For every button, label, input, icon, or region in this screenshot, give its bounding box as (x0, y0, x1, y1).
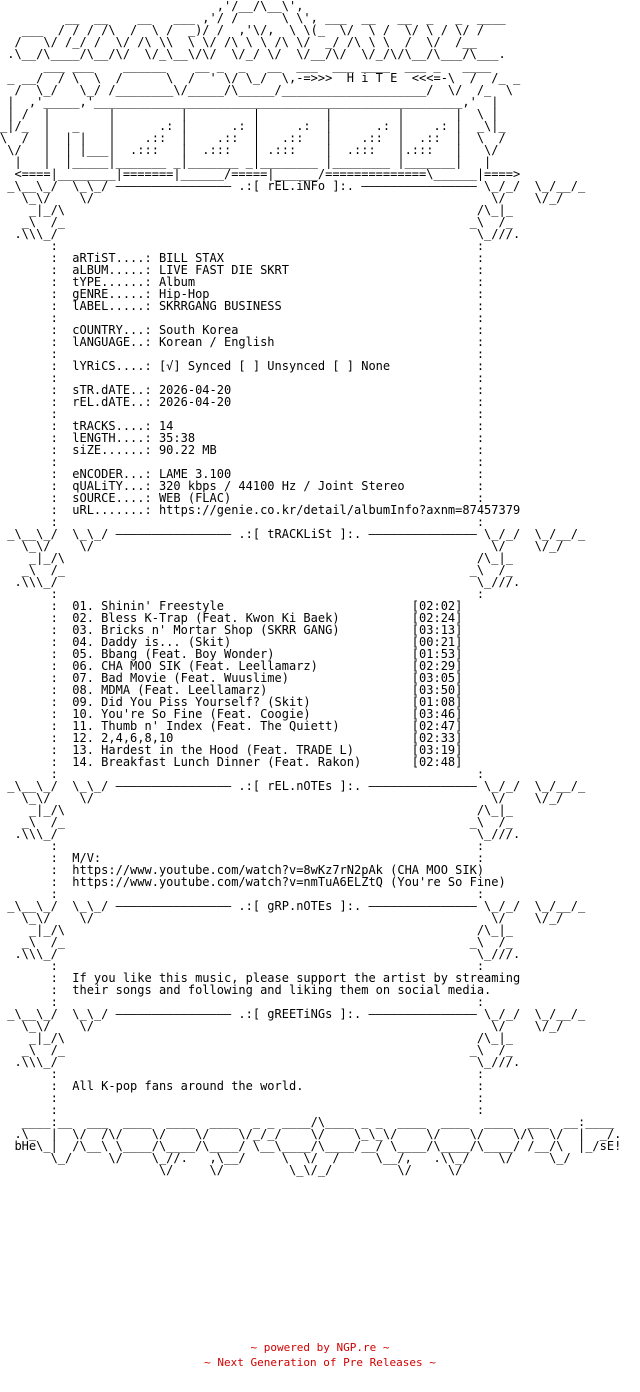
nfo-line: \ / | | | | .:: | .:: | .:: | .:: | .:: | \ / (0, 131, 506, 145)
nfo-line: .\__/\____/\__/\/ \/_\__\/\/ \/_/ \/ \/__/\/ \/_/\/\__/\___/\___. (0, 47, 506, 61)
nfo-line: .\\\_/ \_///. (0, 947, 521, 961)
nfo-line: \/ | | |___| .::: | .::: | .::: | .::: |.::: | \/ (0, 143, 499, 157)
nfo-line: : https://www.youtube.com/watch?v=nmTuA6ELZtQ (You're So Fine) (0, 875, 506, 889)
nfo-line: ,'/__/\__\', (0, 0, 304, 13)
footer-powered-by: ~ powered by NGP.re ~ (250, 1341, 390, 1354)
nfo-line: .\_ | \/ /\/ \/ \/ \/_/_/ \/ \_\_\/ \/ \/ \/\ \/ | _/. (0, 1127, 622, 1141)
nfo-line: : : (0, 347, 485, 361)
nfo-line: _\ /_ _\ /_ (0, 1043, 513, 1057)
nfo-line: : : (0, 959, 485, 973)
nfo-line: : eNCODER...: LAME 3.100 : (0, 467, 485, 481)
nfo-line: _|_/\ /\_|_ (0, 551, 513, 565)
nfo-line: : tYPE......: Album : (0, 275, 485, 289)
nfo-line: : sOURCE....: WEB (FLAC) : (0, 491, 485, 505)
nfo-line: : : (0, 311, 485, 325)
nfo-line: bHe\_| /\__\ \____/\____/\____/ \__\____/\____/__/ \____/\____/\____/ /__/\ |_/sE! (0, 1139, 622, 1153)
nfo-line: _\__\_/ \_\_/ ———————————————— .:[ tRACKLiSt ]:. ——————————————— \_/_/ \_/__/_ (0, 527, 586, 541)
nfo-line: : : (0, 407, 485, 421)
nfo-line: _\ /_ _\ /_ (0, 563, 513, 577)
nfo-line: : 13. Hardest in the Hood (Feat. TRADE L) [03:19] (0, 743, 463, 757)
nfo-line: : 09. Did You Piss Yourself? (Skit) [01:08] (0, 695, 463, 709)
nfo-line: : : (0, 1103, 485, 1117)
nfo-line: .\\\_/ \_///. (0, 575, 521, 589)
nfo-line: : 12. 2,4,6,8,10 [02:33] (0, 731, 463, 745)
nfo-line: : : (0, 887, 485, 901)
nfo-line: : cOUNTRY...: South Korea : (0, 323, 485, 337)
nfo-line: ___ / / / /\ / \ / _)/ / ,'\/, \ \(_ \/ \ / \/ \ / \/ / (0, 23, 485, 37)
nfo-line: .\\\_/ \_///. (0, 827, 521, 841)
nfo-line: : rEL.dATE..: 2026-04-20 : (0, 395, 485, 409)
nfo-line: .\\\_/ \_///. (0, 1055, 521, 1069)
nfo-line: <====|________|=======|______/=====|______/==============\______|====> (0, 167, 521, 181)
nfo-line: __ __ __ ___ ,'/ / \ \', ___ __ __ _ _ ____ (0, 11, 506, 25)
nfo-line: : uRL.......: https://genie.co.kr/detail/albumInfo?axnm=87457379 (0, 503, 521, 517)
nfo-line: : aRTiST....: BILL STAX : (0, 251, 485, 265)
nfo-line: \_\/ \/ \/ \/_/ (0, 791, 564, 805)
footer (0, 1340, 640, 1370)
nfo-line: _\__\_/ \_\_/ ———————————————— .:[ gRP.nOTEs ]:. ——————————————— \_/_/ \_/__/_ (0, 899, 586, 913)
nfo-line: _ __/ / \ \ / \ / ' \/ \_/ \,-=>>> H i T E <<<=-\ / /_ _ (0, 71, 521, 85)
nfo-line: : siZE......: 90.22 MB : (0, 443, 485, 457)
nfo-line: : : (0, 371, 485, 385)
nfo-line: : 01. Shinin' Freestyle [02:02] (0, 599, 463, 613)
nfo-line: : https://www.youtube.com/watch?v=8wKz7rN2pAk (CHA MOO SIK) (0, 863, 485, 877)
nfo-line: : : (0, 455, 485, 469)
nfo-line: ___ ___ ______ __ _ _ __ ___ ___ ____ ___ _ ____ (0, 59, 492, 73)
nfo-line: _|_/\ /\_|_ (0, 203, 513, 217)
nfo-line: : 08. MDMA (Feat. Leellamarz) [03:50] (0, 683, 463, 697)
nfo-line: _\ /_ _\ /_ (0, 815, 513, 829)
nfo-line: \_\/ \/ \/ \/_/ (0, 911, 564, 925)
nfo-line: \_\/ \/ \/ \/_/ (0, 539, 564, 553)
nfo-line: : 11. Thumb n' Index (Feat. The Quiett) [02:47] (0, 719, 463, 733)
nfo-line: : M/V: : (0, 851, 485, 865)
nfo-line: : : (0, 1091, 485, 1105)
nfo-line: : If you like this music, please support the artist by streaming (0, 971, 521, 985)
nfo-line: _|_/\ /\_|_ (0, 1031, 513, 1045)
nfo-line: : qUALiTY...: 320 kbps / 44100 Hz / Joint Stereo : (0, 479, 485, 493)
nfo-line: _\__\_/ \_\_/ ———————————————— .:[ gREETiNGs ]:. ——————————————— \_/_/ \_/__/_ (0, 1007, 586, 1021)
nfo-line: : aLBUM.....: LIVE FAST DIE SKRT : (0, 263, 485, 277)
nfo-line: | | |_____|_______ _|_______ _|________ |________ |_______| | (0, 155, 492, 169)
nfo-line: / \_/ \_/ /________\/_____/\_____/____________________/ \/ /_ \ (0, 83, 513, 97)
nfo-line: \_\/ \/ \/ \/_/ (0, 191, 564, 205)
nfo-line: : 02. Bless K-Trap (Feat. Kwon Ki Baek) [02:24] (0, 611, 463, 625)
nfo-line: _|/_ | _ | .: | .: | .: | .: | .: | _\|_ (0, 119, 506, 133)
nfo-line: / \/ /_/ / \/ /\ \\ \ \/ /\ \ \ /\ \/ _/ /\ \ \ / \/ /__ (0, 35, 477, 49)
nfo-line: : 10. You're So Fine (Feat. Coogie) [03:46] (0, 707, 463, 721)
nfo-line: \_/ \/ \_//. ,\__/ \ \/ / \__/, .\\_/ \/ \_/ (0, 1151, 571, 1165)
nfo-line: : 06. CHA MOO SIK (Feat. Leellamarz) [02:29] (0, 659, 463, 673)
nfo-line: : tRACKS....: 14 : (0, 419, 485, 433)
nfo-line: : All K-pop fans around the world. : (0, 1079, 485, 1093)
nfo-line: _\__\_/ \_\_/ ———————————————— .:[ rEL.iNFo ]:. ———————————————— \_/_/ \_/__/_ (0, 179, 586, 193)
nfo-line: : their songs and following and liking them on social media. (0, 983, 492, 997)
nfo-line: : lENGTH....: 35:38 : (0, 431, 485, 445)
nfo-line: : 07. Bad Movie (Feat. Wuuslime) [03:05] (0, 671, 463, 685)
nfo-line: \_\/ \/ \/ \/_/ (0, 1019, 564, 1033)
nfo-line: ____:__ ___ ____ ____ ____ _ _ ____/\____ _ _ ____ ____ ____ ___ __:____ (0, 1115, 615, 1129)
nfo-line: _\ /_ _\ /_ (0, 935, 513, 949)
nfo-line: | ,'_____,'___________________________________________________,' | (0, 95, 499, 109)
nfo-line: _|_/\ /\_|_ (0, 803, 513, 817)
nfo-line: : 04. Daddy is... (Skit) [00:21] (0, 635, 463, 649)
nfo-line: .\\\_/ \_///. (0, 227, 521, 241)
nfo-line: : : (0, 587, 485, 601)
nfo-line: : lYRiCS....: [√] Synced [ ] Unsynced [ ] None : (0, 359, 485, 373)
nfo-line: _\__\_/ \_\_/ ———————————————— .:[ rEL.nOTEs ]:. ——————————————— \_/_/ \_/__/_ (0, 779, 586, 793)
nfo-line: : : (0, 839, 485, 853)
nfo-line: : 03. Bricks n' Mortar Shop (SKRR GANG) [03:13] (0, 623, 463, 637)
nfo-line: : : (0, 1067, 485, 1081)
nfo-line: \/ \/ \_\/_/ \/ \/ (0, 1163, 463, 1177)
nfo-line: : : (0, 995, 485, 1009)
nfo-line: | / | | | | | | | \ | (0, 107, 499, 121)
nfo-line: : 14. Breakfast Lunch Dinner (Feat. Rakon) [02:48] (0, 755, 463, 769)
nfo-line: : lABEL.....: SKRRGANG BUSINESS : (0, 299, 485, 313)
footer-tagline: ~ Next Generation of Pre Releases ~ (204, 1356, 436, 1369)
nfo-line: : gENRE.....: Hip-Hop : (0, 287, 485, 301)
nfo-line: : 05. Bbang (Feat. Boy Wonder) [01:53] (0, 647, 463, 661)
nfo-line: : : (0, 239, 485, 253)
nfo-line: : sTR.dATE..: 2026-04-20 : (0, 383, 485, 397)
nfo-line: _\ /_ _\ /_ (0, 215, 513, 229)
nfo-line: : : (0, 515, 485, 529)
nfo-line: _|_/\ /\_|_ (0, 923, 513, 937)
nfo-line: : : (0, 767, 485, 781)
nfo-line: : lANGUAGE..: Korean / English : (0, 335, 485, 349)
